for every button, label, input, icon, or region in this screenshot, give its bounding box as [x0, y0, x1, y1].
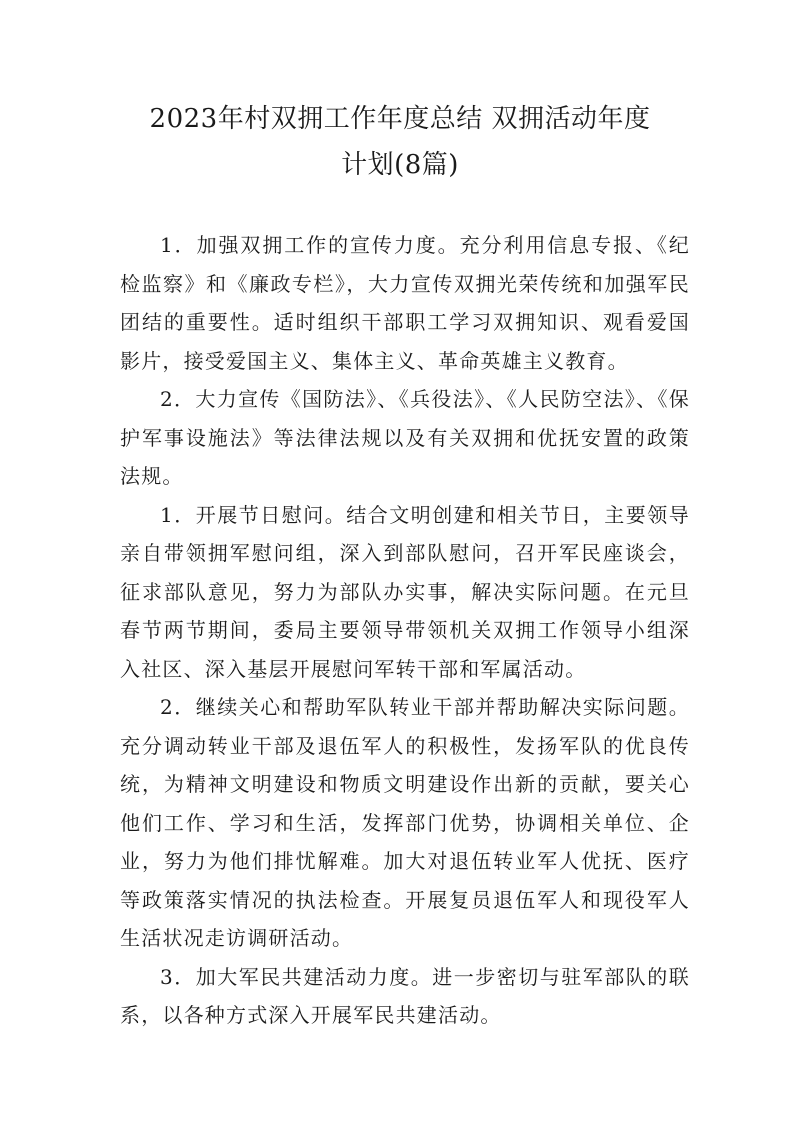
document-body [120, 226, 690, 1035]
paragraph-1: 1．加强双拥工作的宣传力度。充分利用信息专报、《纪检监察》和《廉政专栏》，大力宣传双拥光荣传统和加强军民团结的重要性。适时组织干部职工学习双拥知识、观看爱国影片，接受爱国主义、集体主义、革命英雄主义教育。 [120, 233, 690, 373]
paragraph-3: 1．开展节日慰问。结合文明创建和相关节日，主要领导亲自带领拥军慰问组，深入到部队慰问，召开军民座谈会，征求部队意见，努力为部队办实事，解决实际问题。在元旦春节两节期间，委局主要领导带领机关双拥工作领导小组深入社区、深入基层开展慰问军转干部和军属活动。 [120, 502, 690, 681]
paragraph-5: 3．加大军民共建活动力度。进一步密切与驻军部队的联系，以各种方式深入开展军民共建活动。 [120, 964, 690, 1027]
paragraph-4: 2．继续关心和帮助军队转业干部并帮助解决实际问题。充分调动转业干部及退伍军人的积极性，发扬军队的优良传统，为精神文明建设和物质文明建设作出新的贡献，要关心他们工作、学习和生活，发挥部门优势，协调相关单位、企业，努力为他们排忧解难。加大对退伍转业军人优抚、医疗等政策落实情况的执法检查。开展复员退伍军人和现役军人生活状况走访调研活动。 [120, 695, 690, 950]
title-line-2: 计划(8篇) [341, 150, 459, 180]
title-line-1: 2023年村双拥工作年度总结 双拥活动年度 [149, 104, 651, 134]
paragraph-2: 2．大力宣传《国防法》、《兵役法》、《人民防空法》、《保护军事设施法》等法律法规以及有关双拥和优抚安置的政策法规。 [120, 387, 690, 488]
document-title [90, 96, 710, 188]
